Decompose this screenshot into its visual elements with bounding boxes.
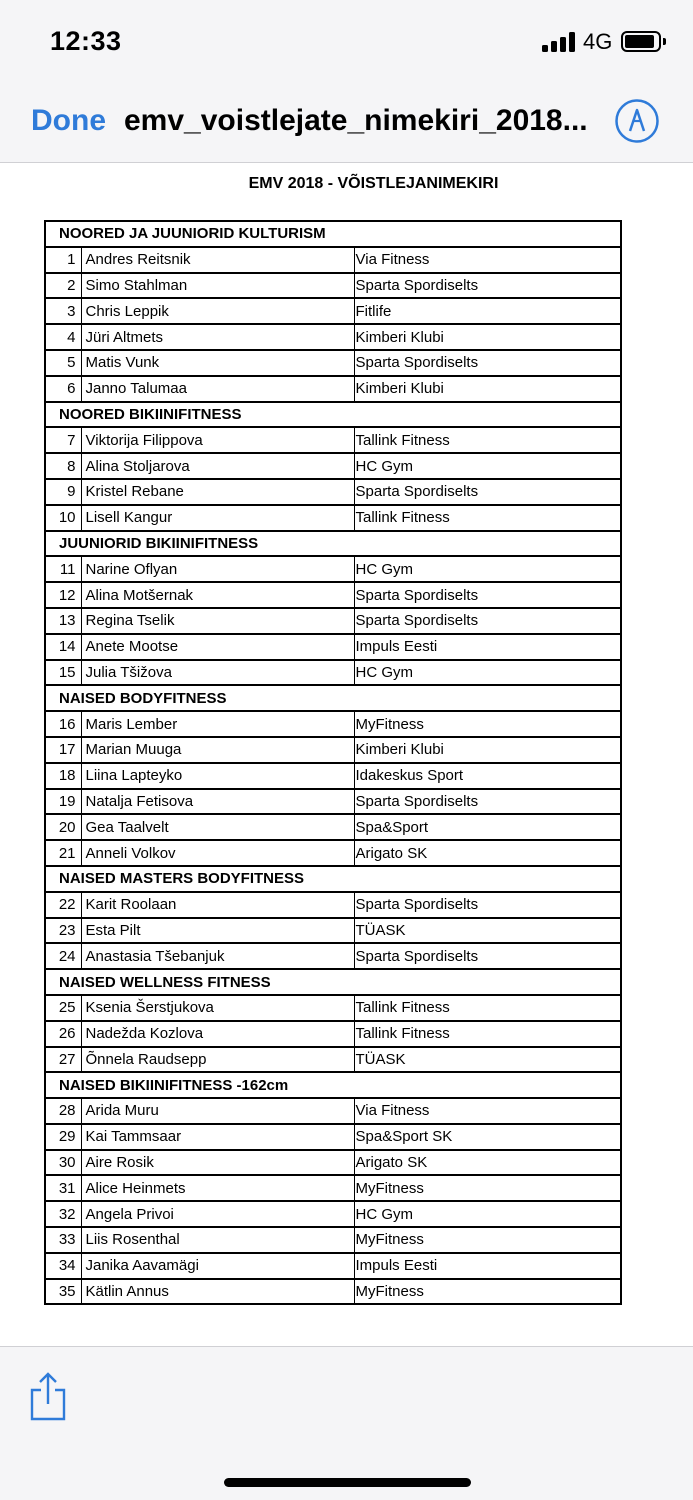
competitor-number: 13 xyxy=(45,608,81,634)
table-row xyxy=(45,840,621,866)
competitor-name: Liina Lapteyko xyxy=(81,763,354,789)
competitor-club: Arigato SK xyxy=(354,1150,621,1176)
competitor-table xyxy=(44,220,622,1305)
nav-bar xyxy=(0,88,693,163)
competitor-club: Sparta Spordiselts xyxy=(354,479,621,505)
competitor-number: 16 xyxy=(45,711,81,737)
competitor-name: Liis Rosenthal xyxy=(81,1227,354,1253)
table-row xyxy=(45,273,621,299)
share-icon[interactable] xyxy=(28,1371,68,1423)
competitor-name: Janno Talumaa xyxy=(81,376,354,402)
competitor-name: Alina Motšernak xyxy=(81,582,354,608)
competitor-club: HC Gym xyxy=(354,1201,621,1227)
competitor-name: Andres Reitsnik xyxy=(81,247,354,273)
document-title: emv_voistlejate_nimekiri_2018... xyxy=(124,104,588,137)
competitor-club: MyFitness xyxy=(354,1227,621,1253)
competitor-number: 8 xyxy=(45,453,81,479)
table-row xyxy=(45,427,621,453)
table-row xyxy=(45,608,621,634)
competitor-number: 5 xyxy=(45,350,81,376)
competitor-name: Julia Tšižova xyxy=(81,660,354,686)
category-title: JUUNIORID BIKIINIFITNESS xyxy=(45,531,621,557)
competitor-name: Karit Roolaan xyxy=(81,892,354,918)
competitor-club: Sparta Spordiselts xyxy=(354,892,621,918)
category-title: NAISED MASTERS BODYFITNESS xyxy=(45,866,621,892)
competitor-name: Kätlin Annus xyxy=(81,1279,354,1305)
competitor-number: 30 xyxy=(45,1150,81,1176)
competitor-name: Kai Tammsaar xyxy=(81,1124,354,1150)
competitor-number: 21 xyxy=(45,840,81,866)
competitor-club: MyFitness xyxy=(354,1175,621,1201)
category-title: NOORED JA JUUNIORID KULTURISM xyxy=(45,221,621,247)
table-row xyxy=(45,1279,621,1305)
competitor-club: Tallink Fitness xyxy=(354,505,621,531)
competitor-name: Lisell Kangur xyxy=(81,505,354,531)
competitor-number: 22 xyxy=(45,892,81,918)
competitor-number: 31 xyxy=(45,1175,81,1201)
table-row xyxy=(45,556,621,582)
competitor-name: Arida Muru xyxy=(81,1098,354,1124)
bottom-toolbar xyxy=(0,1346,693,1500)
battery-icon xyxy=(621,31,661,52)
status-bar xyxy=(0,0,693,88)
category-row xyxy=(45,685,621,711)
table-row xyxy=(45,324,621,350)
table-row xyxy=(45,350,621,376)
competitor-name: Anneli Volkov xyxy=(81,840,354,866)
category-title: NAISED BIKIINIFITNESS -162cm xyxy=(45,1072,621,1098)
table-row xyxy=(45,1098,621,1124)
done-button[interactable]: Done xyxy=(31,104,106,137)
competitor-club: Sparta Spordiselts xyxy=(354,350,621,376)
category-title: NAISED WELLNESS FITNESS xyxy=(45,969,621,995)
table-row xyxy=(45,711,621,737)
competitor-club: TÜASK xyxy=(354,1047,621,1073)
competitor-number: 3 xyxy=(45,298,81,324)
competitor-number: 23 xyxy=(45,918,81,944)
category-row xyxy=(45,402,621,428)
competitor-number: 15 xyxy=(45,660,81,686)
competitor-number: 4 xyxy=(45,324,81,350)
competitor-name: Alina Stoljarova xyxy=(81,453,354,479)
table-row xyxy=(45,892,621,918)
competitor-number: 27 xyxy=(45,1047,81,1073)
competitor-club: Kimberi Klubi xyxy=(354,324,621,350)
competitor-name: Matis Vunk xyxy=(81,350,354,376)
table-row xyxy=(45,763,621,789)
competitor-name: Õnnela Raudsepp xyxy=(81,1047,354,1073)
competitor-name: Regina Tselik xyxy=(81,608,354,634)
competitor-name: Aire Rosik xyxy=(81,1150,354,1176)
competitor-club: Kimberi Klubi xyxy=(354,376,621,402)
competitor-number: 11 xyxy=(45,556,81,582)
table-row xyxy=(45,1021,621,1047)
table-row xyxy=(45,634,621,660)
competitor-number: 17 xyxy=(45,737,81,763)
competitor-name: Simo Stahlman xyxy=(81,273,354,299)
competitor-club: Fitlife xyxy=(354,298,621,324)
competitor-club: Tallink Fitness xyxy=(354,1021,621,1047)
competitor-number: 14 xyxy=(45,634,81,660)
competitor-club: Tallink Fitness xyxy=(354,995,621,1021)
competitor-number: 12 xyxy=(45,582,81,608)
competitor-number: 34 xyxy=(45,1253,81,1279)
table-row xyxy=(45,1124,621,1150)
competitor-number: 20 xyxy=(45,814,81,840)
table-row xyxy=(45,737,621,763)
competitor-number: 28 xyxy=(45,1098,81,1124)
table-row xyxy=(45,1150,621,1176)
competitor-number: 19 xyxy=(45,789,81,815)
competitor-club: Sparta Spordiselts xyxy=(354,273,621,299)
competitor-club: Arigato SK xyxy=(354,840,621,866)
competitor-club: MyFitness xyxy=(354,711,621,737)
competitor-club: HC Gym xyxy=(354,556,621,582)
competitor-name: Anete Mootse xyxy=(81,634,354,660)
competitor-club: Kimberi Klubi xyxy=(354,737,621,763)
competitor-club: Sparta Spordiselts xyxy=(354,608,621,634)
competitor-club: Idakeskus Sport xyxy=(354,763,621,789)
table-row xyxy=(45,1253,621,1279)
competitor-number: 9 xyxy=(45,479,81,505)
table-row xyxy=(45,1201,621,1227)
competitor-club: HC Gym xyxy=(354,660,621,686)
table-row xyxy=(45,582,621,608)
competitor-club: Spa&Sport SK xyxy=(354,1124,621,1150)
competitor-club: Sparta Spordiselts xyxy=(354,582,621,608)
category-title: NOORED BIKIINIFITNESS xyxy=(45,402,621,428)
competitor-name: Nadežda Kozlova xyxy=(81,1021,354,1047)
competitor-name: Chris Leppik xyxy=(81,298,354,324)
competitor-club: MyFitness xyxy=(354,1279,621,1305)
category-row xyxy=(45,1072,621,1098)
category-row xyxy=(45,866,621,892)
competitor-name: Narine Oflyan xyxy=(81,556,354,582)
table-row xyxy=(45,247,621,273)
competitor-number: 33 xyxy=(45,1227,81,1253)
competitor-name: Viktorija Filippova xyxy=(81,427,354,453)
table-row xyxy=(45,376,621,402)
competitor-name: Marian Muuga xyxy=(81,737,354,763)
category-title: NAISED BODYFITNESS xyxy=(45,685,621,711)
competitor-number: 7 xyxy=(45,427,81,453)
table-row xyxy=(45,505,621,531)
competitor-number: 18 xyxy=(45,763,81,789)
category-row xyxy=(45,969,621,995)
cellular-signal-icon xyxy=(542,32,576,52)
table-row xyxy=(45,1227,621,1253)
competitor-club: Sparta Spordiselts xyxy=(354,789,621,815)
competitor-club: Impuls Eesti xyxy=(354,634,621,660)
table-row xyxy=(45,943,621,969)
competitor-number: 6 xyxy=(45,376,81,402)
competitor-club: Via Fitness xyxy=(354,1098,621,1124)
category-row xyxy=(45,531,621,557)
markup-icon[interactable] xyxy=(614,98,660,144)
competitor-name: Alice Heinmets xyxy=(81,1175,354,1201)
competitor-name: Jüri Altmets xyxy=(81,324,354,350)
competitor-number: 24 xyxy=(45,943,81,969)
competitor-club: TÜASK xyxy=(354,918,621,944)
table-row xyxy=(45,814,621,840)
competitor-number: 35 xyxy=(45,1279,81,1305)
table-row xyxy=(45,1047,621,1073)
competitor-number: 25 xyxy=(45,995,81,1021)
table-row xyxy=(45,789,621,815)
home-indicator xyxy=(224,1478,471,1487)
table-row xyxy=(45,298,621,324)
competitor-number: 2 xyxy=(45,273,81,299)
table-row xyxy=(45,660,621,686)
competitor-name: Esta Pilt xyxy=(81,918,354,944)
table-row xyxy=(45,1175,621,1201)
competitor-number: 29 xyxy=(45,1124,81,1150)
network-type: 4G xyxy=(583,29,613,54)
competitor-club: HC Gym xyxy=(354,453,621,479)
competitor-name: Natalja Fetisova xyxy=(81,789,354,815)
competitor-name: Maris Lember xyxy=(81,711,354,737)
table-row xyxy=(45,995,621,1021)
competitor-club: Via Fitness xyxy=(354,247,621,273)
category-row xyxy=(45,221,621,247)
competitor-name: Gea Taalvelt xyxy=(81,814,354,840)
competitor-number: 10 xyxy=(45,505,81,531)
competitor-club: Impuls Eesti xyxy=(354,1253,621,1279)
document-heading: EMV 2018 - VÕISTLEJANIMEKIRI xyxy=(248,175,499,192)
competitor-name: Angela Privoi xyxy=(81,1201,354,1227)
status-time: 12:33 xyxy=(50,26,122,56)
table-row xyxy=(45,479,621,505)
competitor-number: 26 xyxy=(45,1021,81,1047)
competitor-club: Tallink Fitness xyxy=(354,427,621,453)
table-row xyxy=(45,918,621,944)
competitor-name: Anastasia Tšebanjuk xyxy=(81,943,354,969)
competitor-number: 32 xyxy=(45,1201,81,1227)
competitor-number: 1 xyxy=(45,247,81,273)
competitor-club: Sparta Spordiselts xyxy=(354,943,621,969)
table-row xyxy=(45,453,621,479)
competitor-club: Spa&Sport xyxy=(354,814,621,840)
competitor-name: Kristel Rebane xyxy=(81,479,354,505)
competitor-name: Ksenia Šerstjukova xyxy=(81,995,354,1021)
competitor-name: Janika Aavamägi xyxy=(81,1253,354,1279)
